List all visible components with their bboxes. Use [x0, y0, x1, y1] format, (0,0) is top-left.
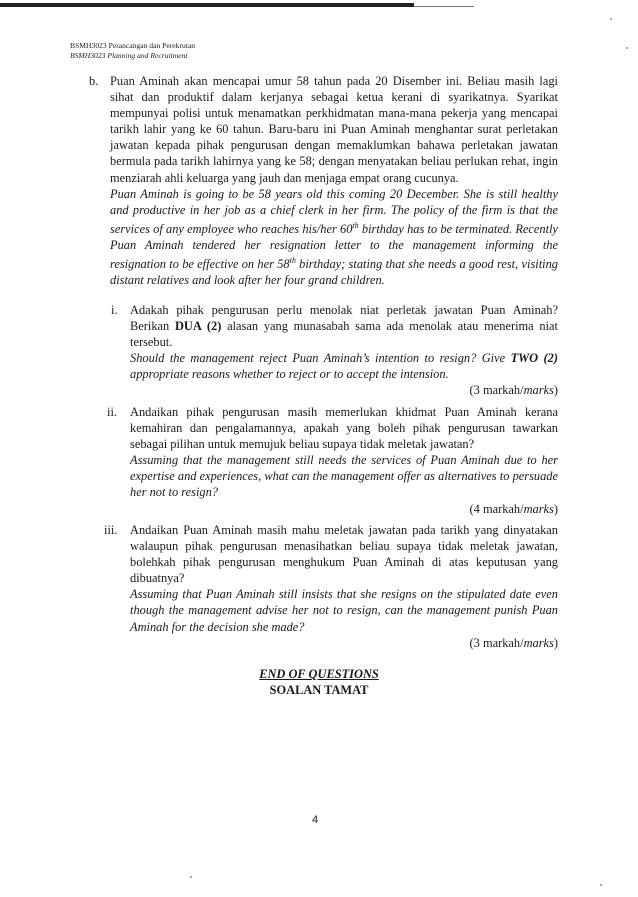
sub-question-ii-label: ii.	[107, 405, 117, 419]
marks-text: )	[553, 635, 558, 650]
scan-speck	[610, 18, 612, 20]
marks-text-italic: marks	[523, 383, 554, 398]
sub-question-iii-label: iii.	[104, 523, 118, 537]
marks-text: )	[553, 501, 558, 516]
sub-question-iii-english: Assuming that Puan Aminah still insists that she resigns on the stipulated date even though the management advise her not to resign, can the management punish Puan Aminah for the decision she made?	[130, 587, 558, 634]
end-of-questions-english: END OF QUESTIONS	[259, 667, 379, 681]
page-number: 4	[311, 814, 319, 826]
marks-text: (4 markah/	[469, 501, 524, 516]
emphasis-count: TWO (2)	[510, 351, 558, 366]
question-b-label: b.	[89, 74, 99, 88]
ordinal-suffix: th	[352, 220, 359, 230]
marks-text-italic: marks	[523, 501, 554, 516]
course-header	[70, 41, 195, 61]
sub-question-ii-marks	[130, 501, 558, 517]
sub-question-i-label: i.	[111, 303, 118, 317]
sub-question-ii-malay: Andaikan pihak pengurusan masih memerlukan khidmat Puan Aminah kerana kemahiran dan pengalamannya, apakah yang boleh pihak pengurusan tawarkan sebagai pilihan untuk memujuk beliau supaya tidak meletak jawatan?	[130, 405, 558, 452]
scan-speck	[626, 47, 628, 49]
text-part: Adakah pihak pengurusan perlu menolak niat perletak jawatan Puan Aminah? Berikan	[130, 303, 558, 334]
header-rule-tail	[414, 6, 474, 7]
question-b-english-part: Puan Aminah is going to be 58 years old this coming 20 December. She is still healthy and productive in her job as a chief clerk in her firm. The policy of the firm is that the services of any employee who reaches his/her 60	[110, 186, 558, 236]
text-part: alasan yang munasabah sama ada menolak atau menerima niat tersebut.	[130, 319, 558, 350]
question-b-english	[110, 186, 558, 289]
emphasis-count: DUA (2)	[174, 319, 222, 334]
marks-text: (3 markah/	[469, 383, 524, 398]
text-part: Should the management reject Puan Aminah’s intention to resign? Give	[130, 351, 511, 366]
text-part: appropriate reasons whether to reject or to accept the intension.	[130, 367, 449, 382]
sub-question-i-english	[130, 350, 558, 382]
question-b-english-part: birthday has to be terminated. Recently Puan Aminah tendered her resignation letter to the management informing the resignation to be effective on her 58	[110, 221, 559, 272]
scan-speck	[190, 876, 192, 878]
sub-question-i-malay	[130, 302, 558, 350]
course-header-malay: BSMH3023 Perancangan dan Perekrutan	[70, 41, 196, 50]
course-header-english: BSMH3023 Planning and Recruitment	[70, 51, 188, 60]
marks-text: )	[553, 383, 558, 398]
sub-question-ii-english: Assuming that the management still needs the services of Puan Aminah due to her expertise and experiences, what can the management offer as alternatives to persuade her not to resign?	[130, 453, 558, 500]
ordinal-suffix: th	[289, 256, 296, 266]
end-of-questions	[0, 666, 638, 698]
sub-question-iii-marks	[130, 635, 558, 651]
marks-text: (3 markah/	[469, 635, 524, 650]
scan-speck	[600, 884, 602, 886]
question-b-english-part: birthday; stating that she needs a good rest, visiting distant relatives and look after her four grand children.	[110, 257, 558, 288]
sub-question-ii	[130, 404, 558, 517]
question-b-malay: Puan Aminah akan mencapai umur 58 tahun pada 20 Disember ini. Beliau masih lagi sihat dan produktif dalam kerjanya sebagai ketua kerani di syarikatnya. Syarikat mempunyai polisi untuk menamatkan perkhidmatan mana-mana pekerja yang mencapai tarikh lahir yang ke 60 tahun. Baru-baru ini Puan Aminah menghantar surat perletakan jawatan kepada pihak pengurusan dengan memaklumkan bahawa perletakan jawatan bermula pada tarikh lahirnya yang ke 58; dengan menyatakan beliau perlukan rehat, ingin menziarah ahli keluarga yang jauh dan menjaga empat orang cucunya.	[110, 74, 558, 185]
sub-question-i	[130, 302, 558, 399]
sub-question-i-marks	[130, 382, 558, 398]
header-rule	[0, 3, 414, 7]
marks-text-italic: marks	[523, 635, 554, 650]
question-b	[110, 73, 558, 288]
end-of-questions-malay: SOALAN TAMAT	[269, 683, 369, 697]
sub-question-iii-malay: Andaikan Puan Aminah masih mahu meletak jawatan pada tarikh yang dinyatakan walaupun pihak pengurusan menasihatkan beliau supaya tidak meletak jawatan, bolehkah pihak pengurusan menghukum Puan Aminah di atas keputusan yang dibuatnya?	[130, 523, 558, 586]
sub-question-iii	[130, 522, 558, 651]
